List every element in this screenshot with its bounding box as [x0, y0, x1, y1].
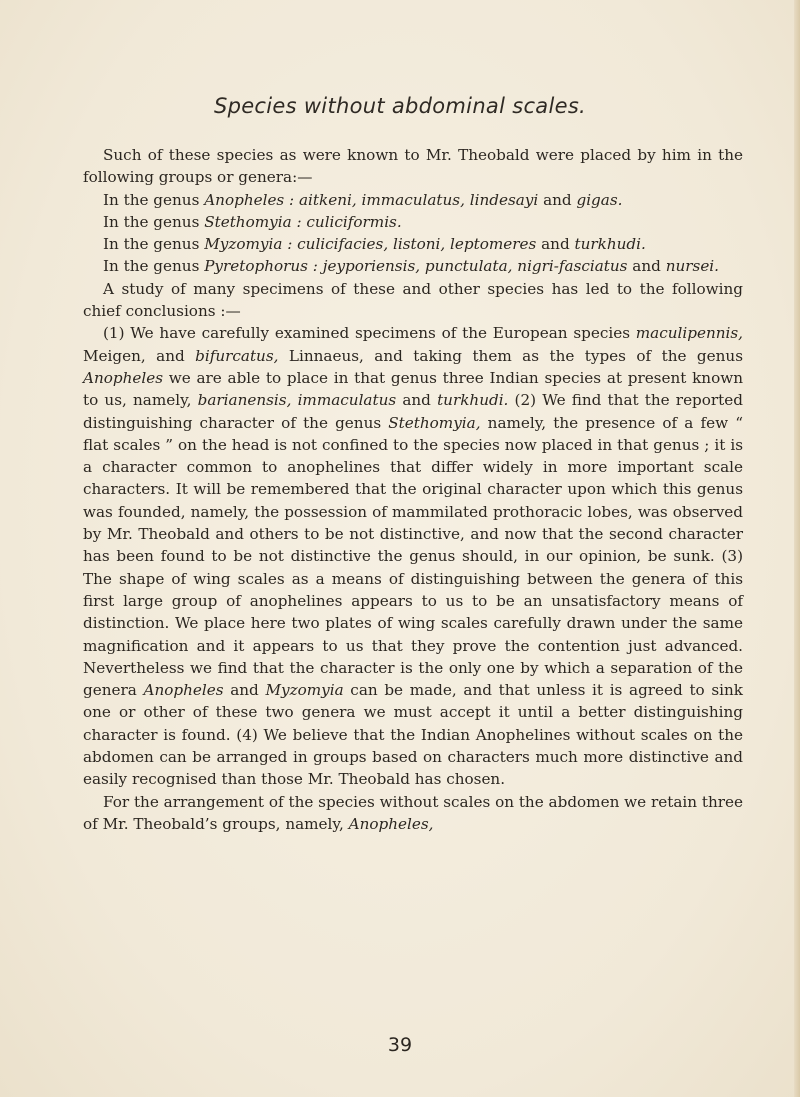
text-run: and	[396, 391, 438, 410]
page-edge-shadow	[794, 0, 800, 1097]
species-names: nursei.	[665, 257, 719, 276]
text-run: In the genus	[103, 235, 205, 254]
genus-name: Anopheles :	[204, 190, 295, 209]
paragraph-arrangement	[83, 791, 743, 836]
text-run: Meigen, and	[83, 346, 196, 365]
species-names: aitkeni, immaculatus, lindesayi	[299, 190, 539, 209]
genus-name: Stethomyia :	[204, 212, 302, 231]
genus-name: Anopheles	[143, 681, 224, 700]
text-run: In the genus	[103, 190, 205, 209]
running-head: Species without abdominal scales.	[213, 94, 587, 118]
genus-name: Anopheles	[83, 368, 164, 387]
genus-name: Anopheles,	[348, 814, 434, 833]
page-number: 39	[387, 1034, 413, 1056]
species-name: maculipennis,	[635, 324, 743, 343]
text-run: Linnaeus, and taking them as the types of the genus	[278, 346, 743, 365]
genus-group-pyretophorus	[83, 255, 743, 277]
genus-name: Stethomyia,	[388, 413, 481, 432]
text-run: In the genus	[103, 212, 205, 231]
text-run: and	[627, 257, 666, 276]
text-run: we are able to place in that genus three Indian species at present known to us, namely,	[83, 368, 743, 410]
species-names: turkhudi.	[574, 235, 646, 254]
text-run: (2) We find that the reported distinguishing character of the genus	[83, 391, 743, 432]
text-run: and	[536, 235, 575, 254]
genus-group-stethomyia	[83, 211, 743, 233]
genus-group-anopheles	[83, 189, 743, 211]
genus-name: Myzomyia :	[204, 235, 293, 254]
species-names: jeyporiensis, punctulata, nigri-fasciatus	[322, 257, 628, 276]
genus-name: Myzomyia	[265, 681, 344, 700]
paragraph-study: A study of many specimens of these and other species has led to the following chief conclusions :—	[83, 279, 743, 321]
text-run: In the genus	[103, 257, 205, 276]
body-text	[83, 144, 743, 835]
species-names: gigas.	[576, 190, 623, 209]
text-run: and	[223, 681, 266, 700]
species-name: turkhudi.	[437, 391, 509, 410]
paragraph-conclusions	[83, 322, 743, 790]
genus-group-myzomyia	[83, 233, 743, 255]
species-names: culicifacies, listoni, leptomeres	[297, 235, 537, 254]
paragraph-intro: Such of these species as were known to Mr. Theobald were placed by him in the following groups or genera:—	[83, 146, 743, 187]
text-run: namely, the presence of a few “ flat scales ” on the head is not confined to the species now placed in that genus ; it is a character common to anophelines that differ widely in more important scale characters. It will be remembered that the original character upon which this genus was founded, namely, the possession of mammilated prothoracic lobes, was observed by Mr. Theobald and others to be not distinctive, and now that the second character has been found to be not distinctive the genus should, in our opinion, be sunk. (3) The shape of wing scales as a means of distinguishing between the genera of this first large group of anophelines appears to us to be an unsatisfactory means of distinction. We place here two plates of wing scales carefully drawn under the same magnification and it appears to us that they prove the contention just advanced. Nevertheless we find that the character is the only one by which a separation of the genera	[83, 413, 743, 700]
text-run: can be made, and that unless it is agreed to sink one or other of these two genera we must accept it until a better distinguishing character is found. (4) We believe that the Indian Anophelines without scales on the abdomen can be arranged in groups based on characters much more distinctive and easily recognised than those Mr. Theobald has chosen.	[83, 681, 744, 789]
species-names: culiciformis.	[306, 212, 402, 231]
species-name: barianensis, immaculatus	[197, 391, 397, 410]
text-run: For the arrangement of the species without scales on the abdomen we retain three of Mr. Theobald’s groups, namely,	[83, 792, 743, 833]
text-run: (1) We have carefully examined specimens of the European species	[103, 324, 636, 343]
species-name: bifurcatus,	[195, 346, 279, 365]
text-run: and	[538, 190, 577, 209]
genus-name: Pyretophorus :	[204, 257, 318, 276]
